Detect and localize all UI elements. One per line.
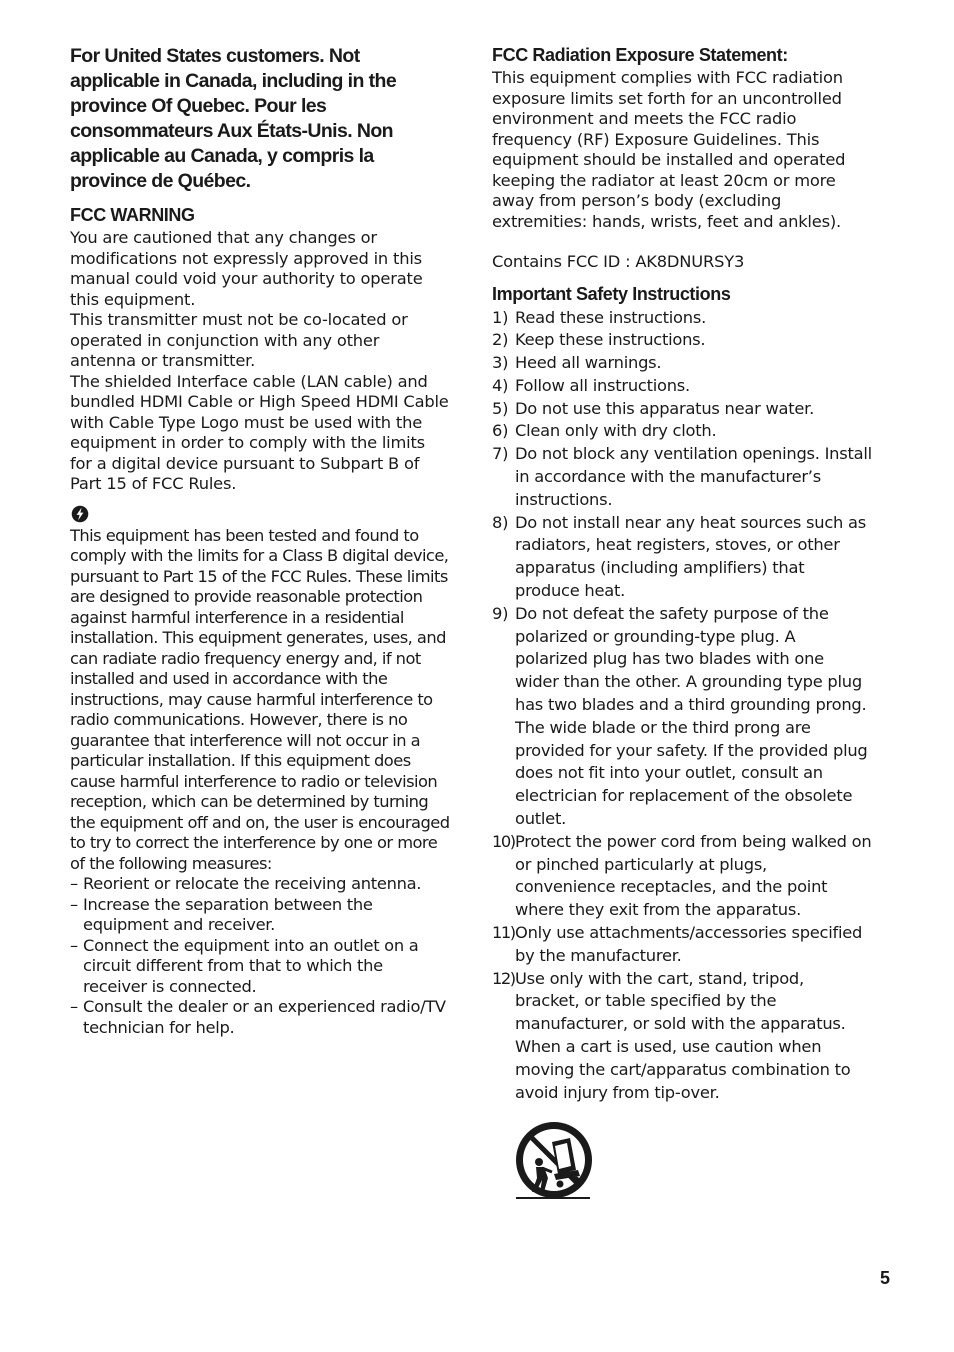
- right-column: [492, 44, 872, 1104]
- fcc-id: Contains FCC ID : AK8DNURSY3: [492, 252, 745, 271]
- list-item: 1) Read these instructions.: [492, 307, 706, 327]
- list-item: 2) Keep these instructions.: [492, 330, 706, 350]
- spacer: [492, 232, 872, 252]
- list-item: 10) Protect the power cord from being walked on or pinched particularly at plugs, convenience receptacles, and the point where they exit from the apparatus.: [492, 831, 872, 920]
- safety-instructions-list: [492, 307, 872, 1105]
- cart-tip-over-warning-icon: [514, 1120, 594, 1200]
- safety-instructions-heading: Important Safety Instructions: [492, 283, 731, 304]
- list-item: 3) Heed all warnings.: [492, 353, 662, 373]
- radiation-exposure-body: This equipment complies with FCC radiation exposure limits set forth for an uncontrolled environment and meets the FCC radio frequency (RF) Exposure Guidelines. This equipment should be installed and operated keeping the radiator at least 20cm or more away from person’s body (excluding extremities: hands, wrists, feet and ankles).: [492, 68, 846, 231]
- list-item: 7) Do not block any ventilation openings. Install in accordance with the manufacturer’s instructions.: [492, 444, 872, 509]
- list-item: – Consult the dealer or an experienced radio/TV technician for help.: [70, 997, 446, 1037]
- list-item: 11) Only use attachments/accessories specified by the manufacturer.: [492, 923, 863, 965]
- fcc-warning-paragraph-3: The shielded Interface cable (LAN cable) and bundled HDMI Cable or High Speed HDMI Cable with Cable Type Logo must be used with the equipment in order to comply with the limits for a digital device pursuant to Subpart B of Part 15 of FCC Rules.: [70, 371, 449, 493]
- fcc-warning-heading: FCC WARNING: [70, 205, 195, 225]
- list-item: 9) Do not defeat the safety purpose of the polarized or grounding-type plug. A polarized plug has two blades with one wider than the other. A grounding type plug has two blades and a third grounding prong. The wide blade or the third prong are provided for your safety. If the provided plug does not fit into your outlet, consult an electrician for replacement of the obsolete outlet.: [492, 603, 868, 829]
- left-column: [70, 44, 450, 1038]
- list-item: 5) Do not use this apparatus near water.: [492, 398, 815, 418]
- fcc-warning-paragraph-1: You are cautioned that any changes or modifications not expressly approved in this manual could void your authority to operate this equipment.: [70, 228, 423, 309]
- list-item: – Connect the equipment into an outlet on a circuit different from that to which the receiver is connected.: [70, 935, 419, 996]
- list-item: 4) Follow all instructions.: [492, 375, 690, 395]
- list-item: – Reorient or relocate the receiving antenna.: [70, 874, 422, 893]
- us-customers-notice: For United States customers. Not applicable in Canada, including in the province Of Quebec. Pour les consommateurs Aux États-Unis. Non applicable au Canada, y compris la province de Québec.: [70, 45, 397, 192]
- radiation-exposure-heading: FCC Radiation Exposure Statement:: [492, 45, 788, 65]
- fcc-warning-paragraph-2: This transmitter must not be co-located or operated in conjunction with any other antenna or transmitter.: [70, 310, 408, 370]
- list-item: 8) Do not install near any heat sources such as radiators, heat registers, stoves, or other apparatus (including amplifiers) that produce heat.: [492, 512, 867, 601]
- fcc-logo-icon: [71, 505, 89, 523]
- class-b-statement: This equipment has been tested and found to comply with the limits for a Class B digital device, pursuant to Part 15 of the FCC Rules. These limits are designed to provide reasonable protection against harmful interference in a residential installation. This equipment generates, uses, and can radiate radio frequency energy and, if not installed and used in accordance with the instructions, may cause harmful interference to radio communications. However, there is no guarantee that interference will not occur in a particular installation. If this equipment does cause harmful interference to radio or television reception, which can be determined by turning the equipment off and on, the user is encouraged to try to correct the interference by one or more of the following measures:: [70, 525, 450, 873]
- interference-measures-list: [70, 874, 450, 1038]
- list-item: 6) Clean only with dry cloth.: [492, 421, 717, 441]
- list-item: 12) Use only with the cart, stand, tripod, bracket, or table specified by the manufacturer, or sold with the apparatus. When a cart is used, use caution when moving the cart/apparatus combination to avoid injury from tip-over.: [492, 968, 851, 1102]
- page-number: 5: [880, 1268, 891, 1288]
- list-item: – Increase the separation between the equipment and receiver.: [70, 894, 373, 934]
